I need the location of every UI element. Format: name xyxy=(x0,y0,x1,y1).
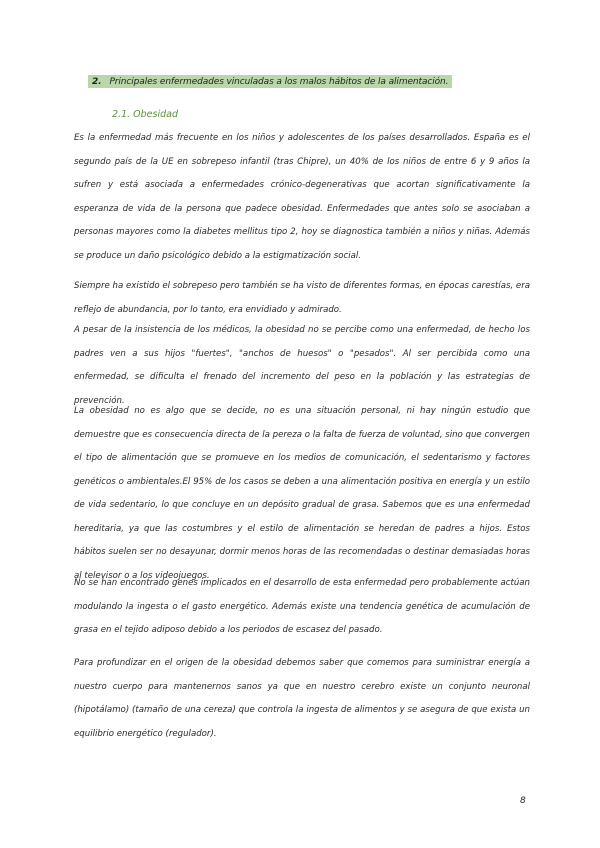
paragraph: Para profundizar en el origen de la obesidad debemos saber que comemos para suministrar energía a nuestro cuerpo para mantenernos sanos ya que en nuestro cerebro existe un conjunto neuronal (hipotálamo) (tamaño de una cereza) que controla la ingesta de alimentos y se asegura de que exista un equilibrio energético (regulador). xyxy=(74,658,530,739)
paragraph: A pesar de la insistencia de los médicos, la obesidad no se percibe como una enfermedad, de hecho los padres ven a sus hijos "fuertes", "anchos de huesos" o "pesados". Al ser percibida como una enfermedad, se dificulta el frenado del incremento del peso en la población y las estrategias de prevención. xyxy=(74,325,530,406)
section-number: 2. xyxy=(92,77,102,87)
paragraph: Es la enfermedad más frecuente en los niños y adolescentes de los países desarrollados. España es el segundo país de la UE en sobrepeso infantil (tras Chipre), un 40% de los niños de entre 6 y 9 años la sufren y está asociada a enfermedades crónico-degenerativas que acortan significativamente la esperanza de vida de la persona que padece obesidad. Enfermedades que antes solo se asociaban a personas mayores como la diabetes mellitus tipo 2, hoy se diagnostica también a niños y niñas. Además se produce un daño psicológico debido a la estigmatización social. xyxy=(74,133,530,261)
section-title: Principales enfermedades vinculadas a los malos hábitos de la alimentación. xyxy=(109,77,449,87)
paragraph: Siempre ha existido el sobrepeso pero también se ha visto de diferentes formas, en épocas carestías, era reflejo de abundancia, por lo tanto, era envidiado y admirado. xyxy=(74,281,531,315)
paragraph: La obesidad no es algo que se decide, no es una situación personal, ni hay ningún estudio que demuestre que es consecuencia directa de la pereza o la falta de fuerza de voluntad, sino que convergen el tipo de alimentación que se promueve en los medios de comunicación, el sedentarismo y factores genéticos o ambientales.El 95% de los casos se deben a una alimentación positiva en energía y un estilo de vida sedentario, lo que concluye en un depósito gradual de grasa. Sabemos que es una enfermedad hereditaria, ya que las costumbres y el estilo de alimentación se heredan de padres a hijos. Estos hábitos suelen ser no desayunar, dormir menos horas de las recomendadas o destinar demasiadas horas al televisor o a los videojuegos. xyxy=(74,406,530,581)
subsection-heading: 2.1. Obesidad xyxy=(112,109,178,120)
section-heading xyxy=(88,75,452,88)
paragraph: No se han encontrado genes implicados en el desarrollo de esta enfermedad pero probablemente actúan modulando la ingesta o el gasto energético. Además existe una tendencia genética de acumulación de grasa en el tejido adiposo debido a los periodos de escasez del pasado. xyxy=(74,578,530,635)
page-number: 8 xyxy=(520,796,526,806)
